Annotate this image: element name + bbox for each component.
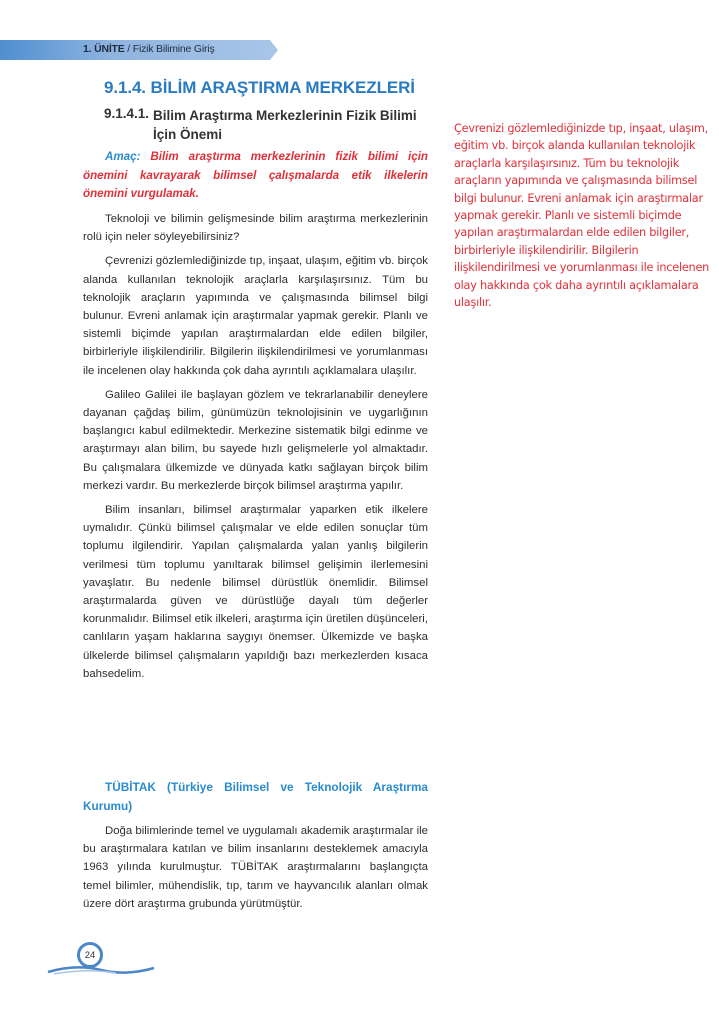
paragraph-tubitak: Doğa bilimlerinde temel ve uygulamalı akademik araştırmalar ile bu araştırmalara katılan ve bilim insanlarını desteklemek amacıyla 1963 yılında kurulmuştur. TÜBİTAK araştırmalarını başlangıçta temel bilimler, mühendislik, tıp, tarım ve hayvancılık alanları olmak üzere dört araştırma grubunda yürütmüştür. — [83, 825, 428, 910]
unit-header — [83, 43, 215, 55]
page-number: 24 — [77, 942, 103, 968]
tubitak-heading: TÜBİTAK (Türkiye Bilimsel ve Teknolojik Araştırma Kurumu) — [83, 780, 428, 813]
swoosh-decoration-icon — [46, 962, 156, 976]
paragraph-question: Teknoloji ve bilimin gelişmesinde bilim araştırma merkezlerinin rolü için neler söyleyebilirsiniz? — [83, 213, 428, 244]
side-note-annotation: Çevrenizi gözlemlediğinizde tıp, inşaat, ulaşım, eğitim vb. birçok alanda kullanılan teknolojik araçlarla karşılaşırsınız. Tüm bu teknolojik araçların yapımında ve çalışmasında bilimsel bilgi bulunur. Evreni anlamak için araştırmalar yapmak gerekir. Planlı ve sistemli biçimde yapılan araştırmalardan elde edilen bilgiler, birbirleriyle ilişkilendirilir. Bilgilerin ilişkilendirilmesi ve yorumlanması ile incelenen olay hakkında çok daha ayrıntılı açıklamalara ulaşılır. — [454, 122, 710, 310]
unit-title: Fizik Bilimine Giriş — [132, 43, 215, 55]
objective-box — [83, 148, 428, 204]
subsection-title: Bilim Araştırma Merkezlerinin Fizik Bilimi İçin Önemi — [153, 108, 417, 142]
tubitak-body — [83, 822, 428, 919]
objective-label: Amaç: — [105, 150, 141, 163]
paragraph-ethics: Bilim insanları, bilimsel araştırmalar yaparken etik ilkelere uymalıdır. Çünkü bilimsel çalışmalar ve elde edilen sonuçlar tüm toplumu ilgilendirir. Yapılan çalışmalarda yalan yanlış bilgilerin verilmesi tüm toplumu yanıltarak bilimsel gelişimin ilerlemesini yavaşlatır. Bu nedenle bilimsel dürüstlük önemlidir. Bilimsel araştırmalarda güven ve dürüstlüğe dayalı tüm değerler korunmalıdır. Bilimsel etik ilkeleri, araştırma için üretilen düşünceleri, canlıların yaşam haklarına saygıyı önemser. Ülkemizde ve başka ülkelerde bilimsel çalışmaların yapıldığı bazı merkezlerden kısaca bahsedelim. — [83, 504, 428, 680]
unit-separator: / — [124, 43, 133, 55]
body-text — [83, 210, 428, 689]
unit-label: 1. ÜNİTE — [83, 43, 125, 55]
subsection-number: 9.1.4.1. — [104, 106, 150, 121]
paragraph-galileo: Galileo Galilei ile başlayan gözlem ve tekrarlanabilir deneylere dayanan çağdaş bilim, günümüzün teknolojisinin ve uygarlığının başlangıcı kabul edilmektedir. Merkezine sistematik bilgi edinme ve araştırmayı alan bilim, bu sayede hızlı gelişmelerle yol almaktadır. Bu çalışmalara ülkemizde ve dünyada katkı sağlayan birçok bilim merkezi vardır. Bu merkezlerde birçok bilimsel araştırma yapılır. — [83, 388, 428, 492]
section-title: 9.1.4. BİLİM ARAŞTIRMA MERKEZLERİ — [104, 78, 415, 97]
page-footer — [40, 942, 160, 982]
objective-text: Bilim araştırma merkezlerinin fizik bilimi için önemini kavrayarak bilimsel çalışmalarda etik ilkelerin önemini vurgulamak. — [83, 150, 428, 200]
paragraph-observation: Çevrenizi gözlemlediğinizde tıp, inşaat, ulaşım, eğitim vb. birçok alanda kullanılan teknolojik araçlarla karşılaşırsınız. Tüm bu teknolojik araçların yapımında ve çalışmasında bilimsel bilgi bulunur. Evreni anlamak için araştırmalar yapmak gerekir. Planlı ve sistemli biçimde yapılan araştırmalardan elde edilen bilgiler, birbirleriyle ilişkilendirilir. Bilgilerin ilişkilendirilmesi ve yorumlanması ile incelenen olay hakkında çok daha ayrıntılı açıklamalara ulaşılır. — [83, 255, 428, 377]
